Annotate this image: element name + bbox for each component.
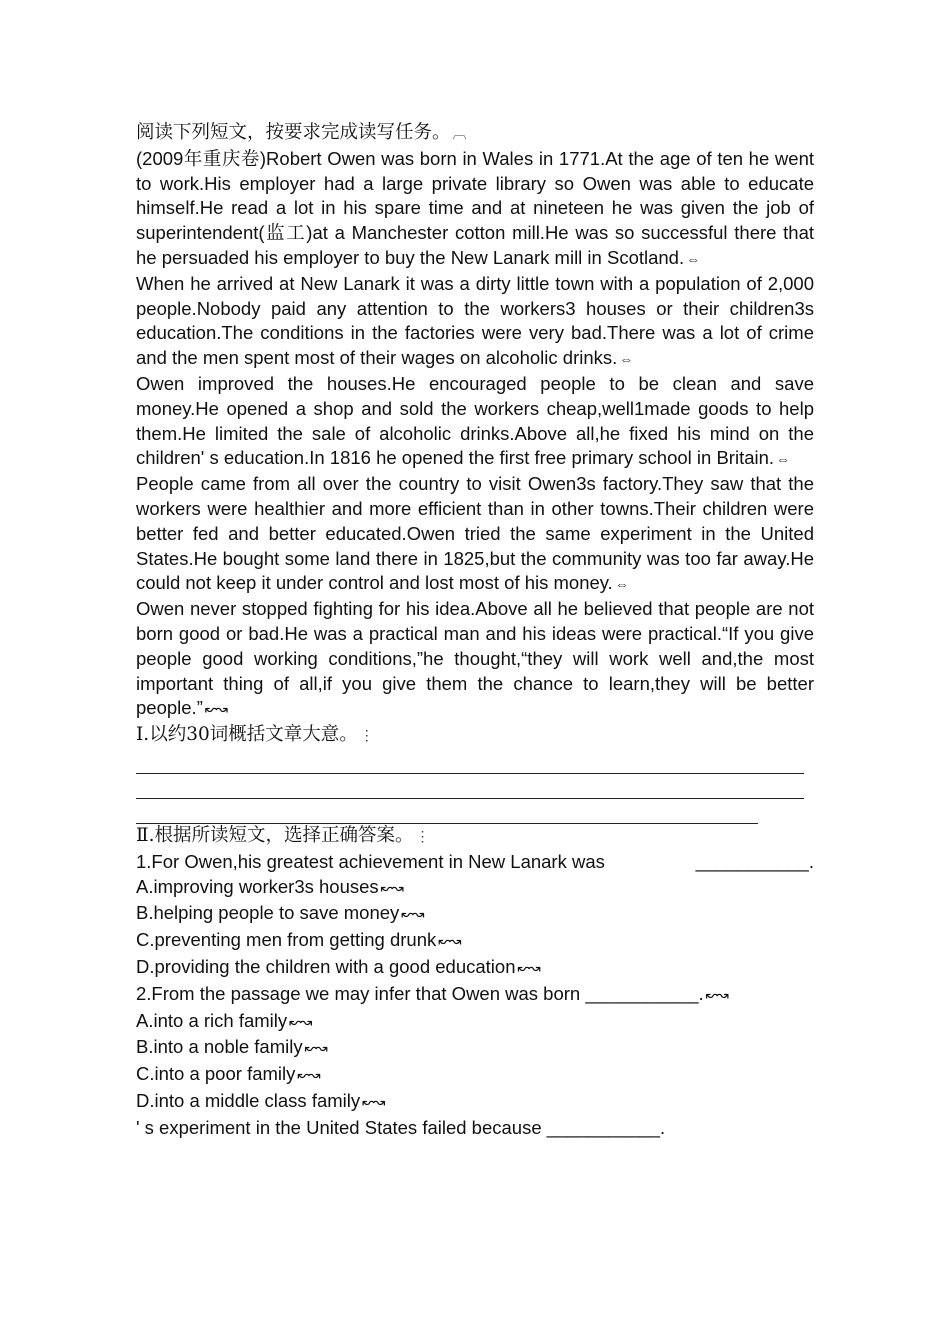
passage-paragraph-2: When he arrived at New Lanark it was a dirty little town with a population of 2,000 people.Nobody paid any attention to the workers3 houses or their children3s education.The conditions in the factories were very bad.There was a lot of crime and the men spent most of their wages on alcoholic drinks. ⇔: [136, 272, 814, 369]
passage-paragraph-3: Owen improved the houses.He encouraged people to be clean and save money.He opened a shop and sold the workers cheap,well1made goods to help them.He limited the sale of alcoholic drinks.Above all,he fixed his mind on the children' s education.In 1816 he opened the first free primary school in Britain. ⇔: [136, 372, 814, 469]
instruction: 阅读下列短文，按要求完成读写任务。 ︹: [136, 122, 467, 143]
passage-paragraph-5: Owen never stopped fighting for his idea.Above all he believed that people are not born good or bad.He was a practical man and his ideas were practical.“If you give people good working conditions,”he thought,“they will work well and,the most important thing of all,if you give them the chance to learn,they will be better people.” ↜↝: [136, 598, 814, 719]
question-1-option-d[interactable]: D.providing the children with a good education ↜↝: [136, 955, 539, 977]
question-1-option-a[interactable]: A.improving worker3s houses ↜↝: [136, 875, 402, 897]
passage-paragraph-4: People came from all over the country to visit Owen3s factory.They saw that the workers were healthier and more efficient than in other towns.Their children were better fed and better educated.Owen tried the same experiment in the United States.He bought some land there in 1825,but the community was too far away.He could not keep it under control and lost most of his money. ⇔: [136, 473, 814, 594]
question-2-option-c[interactable]: C.into a poor family ↜↝: [136, 1063, 319, 1085]
question-1-stem: 1.For Owen,his greatest achievement in New Lanark was ___________.: [136, 850, 814, 872]
question-1-option-b[interactable]: B.helping people to save money ↜↝: [136, 902, 423, 924]
question-3-stem: ' s experiment in the United States failed because ___________.: [136, 1116, 666, 1138]
question-2-option-d[interactable]: D.into a middle class family ↜↝: [136, 1089, 384, 1111]
document-page: [136, 121, 814, 1140]
question-2-option-a[interactable]: A.into a rich family ↜↝: [136, 1009, 311, 1031]
section-2-heading: Ⅱ.根据所读短文，选择正确答案。 ⋮: [136, 824, 430, 846]
answer-line-1[interactable]: [136, 749, 804, 774]
answer-line-3[interactable]: [136, 799, 758, 824]
answer-line-2[interactable]: [136, 774, 804, 799]
question-2-stem: 2.From the passage we may infer that Owen was born ___________. ↜↝: [136, 982, 727, 1004]
passage-paragraph-1: (2009年重庆卷)Robert Owen was born in Wales in 1771.At the age of ten he went to work.His employer had a large private library so Owen was able to educate himself.He read a lot in his spare time and at nineteen he was given the job of superintendent(监工)at a Manchester cotton mill.He was so successful there that he persuaded his employer to buy the New Lanark mill in Scotland. ⇔: [136, 147, 814, 268]
question-2-option-b[interactable]: B.into a noble family ↜↝: [136, 1036, 326, 1058]
section-1-heading: Ⅰ.以约30词概括文章大意。 ⋮: [136, 724, 374, 746]
question-1-option-c[interactable]: C.preventing men from getting drunk ↜↝: [136, 929, 460, 951]
